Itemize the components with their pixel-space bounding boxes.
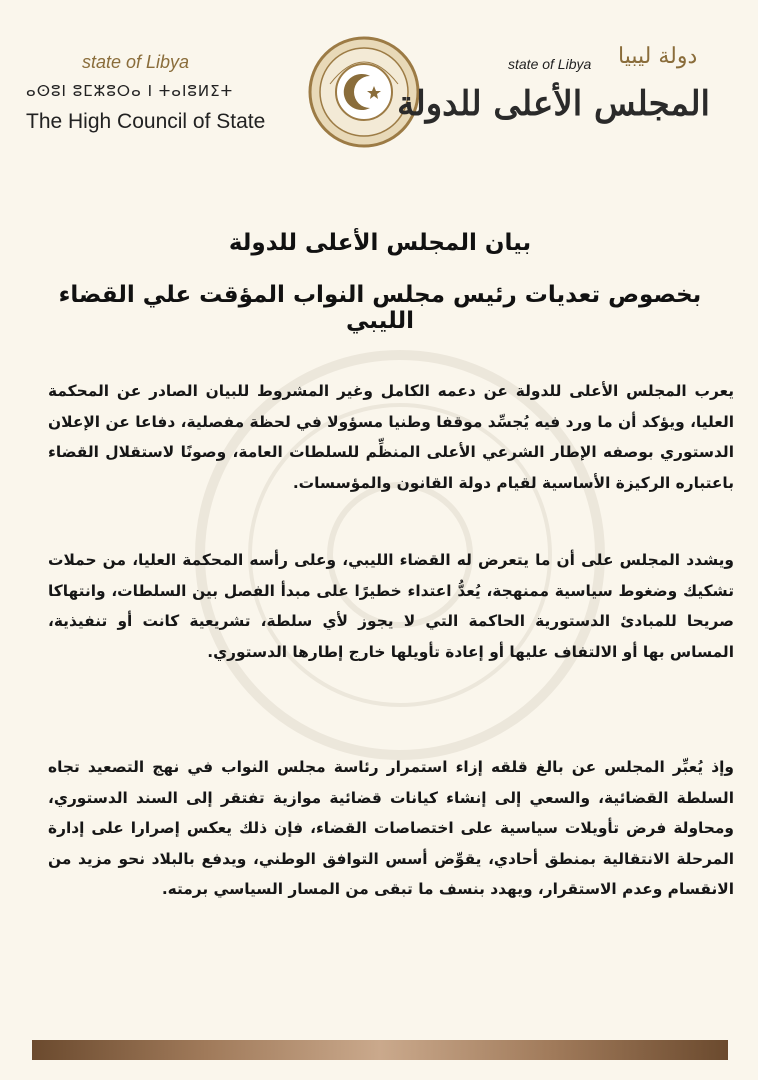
statement-subtitle: بخصوص تعديات رئيس مجلس النواب المؤقت علي القضاء الليبي xyxy=(58,282,702,334)
arabic-council-name: المجلس الأعلى للدولة xyxy=(397,84,710,124)
footer-decorative-bar xyxy=(32,1040,728,1060)
arabic-letterhead xyxy=(397,44,718,144)
arabic-state-label-latin: state of Libya xyxy=(508,56,592,72)
statement-title: بيان المجلس الأعلى للدولة xyxy=(228,230,532,256)
paragraph-1: يعرب المجلس الأعلى للدولة عن دعمه الكامل وغير المشروط للبيان الصادر عن المحكمة العليا، ويؤكد أن ما ورد فيه يُجسِّد موقفا وطنيا مسؤولا في لحظة مفصلية، دفاعا عن الإعلان الدستوري بوصفه الإطار الشرعي الأعلى المنظِّم للسلطات العامة، وصونًا لاستقلال القضاء باعتباره الركيزة الأساسية لقيام دولة القانون والمؤسسات. xyxy=(48,382,734,492)
english-state-label: state of Libya xyxy=(82,52,190,72)
english-council-name: The High Council of State xyxy=(26,110,266,133)
tifinagh-name: ⴰⵙⵓⵏ ⵓⵎⵣⵓⵔⴰ ⵏ ⵜⴰⵏⵓⵍⵉⵜ xyxy=(26,82,234,100)
paragraph-3: وإذ يُعبِّر المجلس عن بالغ قلقه إزاء استمرار رئاسة مجلس النواب في نهج التصعيد تجاه السلطة القضائية، والسعي إلى إنشاء كيانات قضائية موازية تفتقر إلى السند الدستوري، ومحاولة فرض تأويلات سياسية على اختصاصات القضاء، فإن ذلك يعكس إصرارا على إدارة المرحلة الانتقالية بمنطق أحادي، يقوِّض أسس التوافق الوطني، ويدفع بالبلاد نحو مزيد من الانقسام وعدم الاستقرار، ويهدد بنسف ما تبقى من المسار السياسي برمته. xyxy=(48,758,734,898)
paragraph-2: ويشدد المجلس على أن ما يتعرض له القضاء الليبي، وعلى رأسه المحكمة العليا، من حملات تشكيك وضغوط سياسية ممنهجة، يُعدُّ اعتداء خطيرًا على مبدأ الفصل بين السلطات، وانتهاكا صريحا للمبادئ الدستورية الحاكمة التي لا يجوز لأي سلطة، تشريعية كانت أو تنفيذية، المساس بها أو الالتفاف عليها أو إعادة تأويلها خارج إطارها الدستوري. xyxy=(48,551,734,661)
arabic-state-label: دولة ليبيا xyxy=(618,44,698,69)
